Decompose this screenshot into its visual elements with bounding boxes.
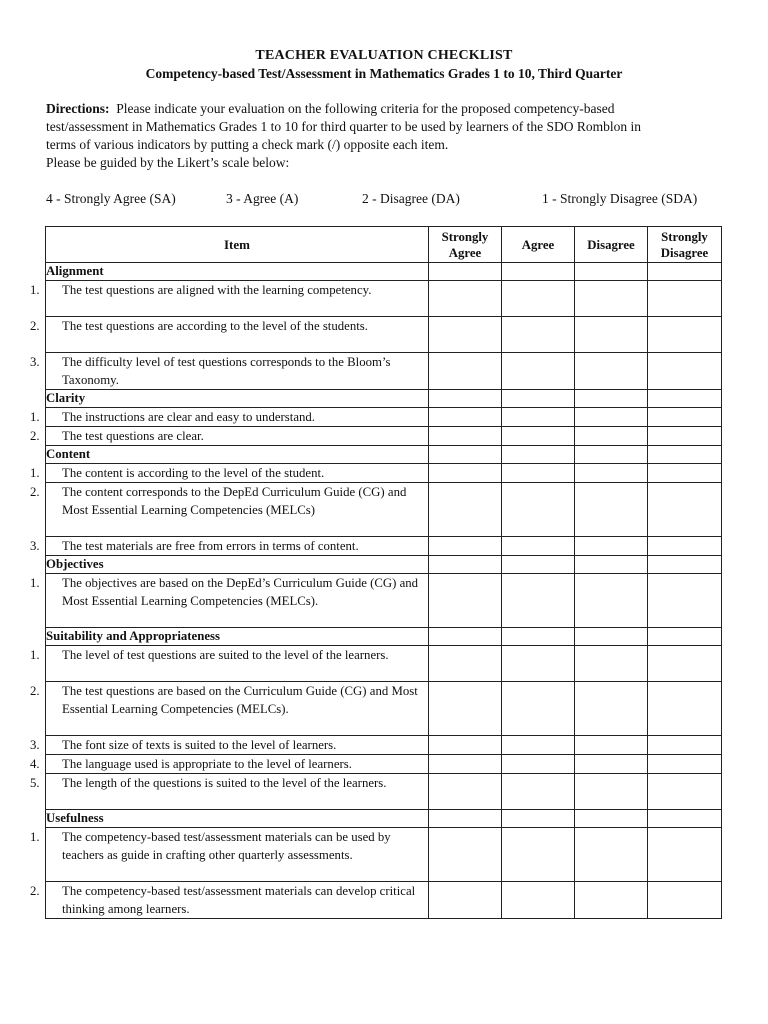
check-disagree[interactable] (575, 408, 648, 427)
section-cell (429, 628, 502, 646)
scale-strongly-agree: 4 - Strongly Agree (SA) (46, 191, 176, 206)
check-agree[interactable] (502, 646, 575, 682)
section-cell (502, 390, 575, 408)
check-strongly-agree[interactable] (429, 882, 502, 919)
check-agree[interactable] (502, 882, 575, 919)
check-disagree[interactable] (575, 755, 648, 774)
check-disagree[interactable] (575, 736, 648, 755)
section-cell (429, 556, 502, 574)
header-strongly-disagree-line1: Strongly (661, 229, 708, 244)
item-cell (30, 408, 429, 427)
check-disagree[interactable] (575, 682, 648, 736)
check-strongly-disagree[interactable] (648, 774, 722, 810)
table-row (46, 736, 722, 755)
item-cell (30, 574, 429, 628)
item-cell (30, 537, 429, 556)
check-strongly-agree[interactable] (429, 427, 502, 446)
section-title-clarity: Clarity (46, 390, 429, 408)
directions-line-3: terms of various indicators by putting a check mark (/) opposite each item. (46, 137, 449, 152)
section-title-usefulness: Usefulness (46, 810, 429, 828)
check-strongly-disagree[interactable] (648, 408, 722, 427)
check-strongly-disagree[interactable] (648, 483, 722, 537)
check-disagree[interactable] (575, 483, 648, 537)
section-cell (575, 263, 648, 281)
check-strongly-disagree[interactable] (648, 281, 722, 317)
check-disagree[interactable] (575, 882, 648, 919)
section-title-objectives: Objectives (46, 556, 429, 574)
section-row (46, 390, 722, 408)
item-cell (30, 281, 429, 317)
check-strongly-disagree[interactable] (648, 427, 722, 446)
check-strongly-agree[interactable] (429, 774, 502, 810)
table-row (46, 353, 722, 390)
scale-agree: 3 - Agree (A) (226, 191, 299, 206)
table-row (46, 408, 722, 427)
item-number: 1. (30, 283, 40, 297)
table-row (46, 755, 722, 774)
section-cell (502, 556, 575, 574)
item-number: 2. (30, 684, 40, 698)
check-strongly-agree[interactable] (429, 755, 502, 774)
section-cell (575, 556, 648, 574)
evaluation-table (30, 226, 722, 919)
item-number: 1. (30, 830, 40, 844)
table-row (46, 774, 722, 810)
check-strongly-disagree[interactable] (648, 464, 722, 483)
item-number: 5. (30, 776, 40, 790)
document-title: TEACHER EVALUATION CHECKLIST (255, 48, 513, 63)
check-strongly-agree[interactable] (429, 317, 502, 353)
section-cell (575, 446, 648, 464)
header-strongly-agree (429, 227, 502, 263)
check-disagree[interactable] (575, 537, 648, 556)
item-number: 2. (30, 884, 40, 898)
check-agree[interactable] (502, 574, 575, 628)
section-cell (502, 263, 575, 281)
check-agree[interactable] (502, 427, 575, 446)
item-cell (30, 427, 429, 446)
check-strongly-disagree[interactable] (648, 882, 722, 919)
item-text: The instructions are clear and easy to understand. (62, 410, 316, 424)
item-text: The content is according to the level of the student. (62, 466, 325, 480)
check-agree[interactable] (502, 736, 575, 755)
item-number: 2. (30, 485, 40, 499)
check-disagree[interactable] (575, 828, 648, 882)
check-agree[interactable] (502, 774, 575, 810)
check-disagree[interactable] (575, 774, 648, 810)
section-row (46, 810, 722, 828)
section-title-content: Content (46, 446, 429, 464)
check-strongly-disagree[interactable] (648, 537, 722, 556)
check-disagree[interactable] (575, 427, 648, 446)
section-title-alignment: Alignment (46, 263, 429, 281)
table-row (46, 828, 722, 882)
item-text: The test questions are according to the level of the students. (62, 319, 368, 333)
scale-disagree: 2 - Disagree (DA) (362, 191, 460, 206)
item-text: The difficulty level of test questions corresponds to the Bloom’s Taxonomy. (62, 355, 391, 387)
item-text: The objectives are based on the DepEd’s Curriculum Guide (CG) and Most Essential Learning Competencies (MELCs). (62, 576, 419, 608)
document-subtitle: Competency-based Test/Assessment in Mathematics Grades 1 to 10, Third Quarter (145, 66, 623, 81)
check-strongly-agree[interactable] (429, 574, 502, 628)
header-agree: Agree (502, 227, 575, 263)
check-agree[interactable] (502, 317, 575, 353)
section-cell (429, 390, 502, 408)
header-item: Item (46, 227, 429, 263)
directions-label: Directions: (46, 101, 110, 116)
section-cell (502, 628, 575, 646)
header-strongly-disagree (648, 227, 722, 263)
item-number: 3. (30, 355, 40, 369)
item-cell (30, 736, 429, 755)
check-disagree[interactable] (575, 646, 648, 682)
item-cell (30, 682, 429, 736)
header-strongly-disagree-line2: Disagree (660, 245, 709, 260)
item-text: The competency-based test/assessment materials can develop critical thinking among learners. (62, 884, 416, 916)
item-text: The content corresponds to the DepEd Curriculum Guide (CG) and Most Essential Learning Competencies (MELCs) (62, 485, 407, 517)
check-strongly-agree[interactable] (429, 682, 502, 736)
table-header-row (46, 227, 722, 263)
check-disagree[interactable] (575, 317, 648, 353)
item-cell (30, 483, 429, 537)
section-cell (429, 263, 502, 281)
check-agree[interactable] (502, 682, 575, 736)
item-text: The test questions are based on the Curriculum Guide (CG) and Most Essential Learning Competencies (MELCs). (62, 684, 418, 716)
section-cell (648, 390, 722, 408)
check-strongly-disagree[interactable] (648, 646, 722, 682)
section-cell (648, 810, 722, 828)
item-number: 1. (30, 410, 40, 424)
check-disagree[interactable] (575, 574, 648, 628)
check-strongly-agree[interactable] (429, 408, 502, 427)
item-text: The length of the questions is suited to the level of the learners. (62, 776, 387, 790)
check-strongly-agree[interactable] (429, 828, 502, 882)
section-cell (648, 446, 722, 464)
check-agree[interactable] (502, 281, 575, 317)
section-cell (648, 628, 722, 646)
check-strongly-disagree[interactable] (648, 317, 722, 353)
item-number: 3. (30, 738, 40, 752)
check-strongly-disagree[interactable] (648, 682, 722, 736)
check-strongly-agree[interactable] (429, 483, 502, 537)
item-text: The language used is appropriate to the level of learners. (62, 757, 352, 771)
check-strongly-agree[interactable] (429, 464, 502, 483)
table-row (46, 427, 722, 446)
item-cell (30, 464, 429, 483)
check-strongly-disagree[interactable] (648, 755, 722, 774)
item-cell (30, 353, 429, 390)
section-cell (575, 390, 648, 408)
check-strongly-agree[interactable] (429, 353, 502, 390)
item-number: 2. (30, 319, 40, 333)
table-row (46, 882, 722, 919)
item-number: 3. (30, 539, 40, 553)
check-strongly-disagree[interactable] (648, 574, 722, 628)
check-strongly-agree[interactable] (429, 537, 502, 556)
table-row (46, 483, 722, 537)
check-agree[interactable] (502, 828, 575, 882)
item-cell (30, 882, 429, 919)
check-strongly-disagree[interactable] (648, 353, 722, 390)
table-row (46, 317, 722, 353)
section-title-suitability: Suitability and Appropriateness (46, 628, 429, 646)
item-text: The test materials are free from errors in terms of content. (62, 539, 359, 553)
item-cell (30, 755, 429, 774)
check-agree[interactable] (502, 483, 575, 537)
item-text: The test questions are clear. (62, 429, 204, 443)
item-number: 2. (30, 429, 40, 443)
table-row (46, 682, 722, 736)
check-agree[interactable] (502, 408, 575, 427)
item-text: The competency-based test/assessment materials can be used by teachers as guide in crafting other quarterly assessments. (62, 830, 391, 862)
table-row (46, 646, 722, 682)
section-cell (648, 263, 722, 281)
header-strongly-agree-line2: Agree (448, 245, 482, 260)
item-number: 4. (30, 757, 40, 771)
header-strongly-agree-line1: Strongly (441, 229, 489, 244)
item-text: The test questions are aligned with the learning competency. (62, 283, 372, 297)
check-disagree[interactable] (575, 464, 648, 483)
check-agree[interactable] (502, 353, 575, 390)
section-cell (648, 556, 722, 574)
check-strongly-disagree[interactable] (648, 736, 722, 755)
section-row (46, 446, 722, 464)
check-agree[interactable] (502, 755, 575, 774)
check-strongly-agree[interactable] (429, 281, 502, 317)
scale-strongly-disagree: 1 - Strongly Disagree (SDA) (542, 191, 698, 206)
header-disagree: Disagree (575, 227, 648, 263)
item-cell (30, 317, 429, 353)
check-agree[interactable] (502, 537, 575, 556)
section-row (46, 263, 722, 281)
section-cell (502, 810, 575, 828)
directions-line-4: Please be guided by the Likert’s scale below: (46, 155, 290, 170)
check-strongly-agree[interactable] (429, 646, 502, 682)
section-row (46, 556, 722, 574)
check-strongly-agree[interactable] (429, 736, 502, 755)
table-row (46, 281, 722, 317)
item-text: The level of test questions are suited to the level of the learners. (62, 648, 389, 662)
section-cell (429, 810, 502, 828)
check-agree[interactable] (502, 464, 575, 483)
item-number: 1. (30, 648, 40, 662)
check-disagree[interactable] (575, 353, 648, 390)
section-cell (575, 810, 648, 828)
section-cell (429, 446, 502, 464)
directions-line-1: Please indicate your evaluation on the following criteria for the proposed competency-based (116, 101, 615, 116)
check-strongly-disagree[interactable] (648, 828, 722, 882)
item-cell (30, 828, 429, 882)
item-text: The font size of texts is suited to the level of learners. (62, 738, 337, 752)
item-cell (30, 646, 429, 682)
section-cell (502, 446, 575, 464)
table-row (46, 574, 722, 628)
item-number: 1. (30, 576, 40, 590)
section-cell (575, 628, 648, 646)
section-row (46, 628, 722, 646)
directions-line-2: test/assessment in Mathematics Grades 1 to 10 for third quarter to be used by learners of the SDO Romblon in (46, 119, 642, 134)
item-cell (30, 774, 429, 810)
table-row (46, 464, 722, 483)
check-disagree[interactable] (575, 281, 648, 317)
directions-block (46, 100, 726, 172)
table-row (46, 537, 722, 556)
item-number: 1. (30, 466, 40, 480)
